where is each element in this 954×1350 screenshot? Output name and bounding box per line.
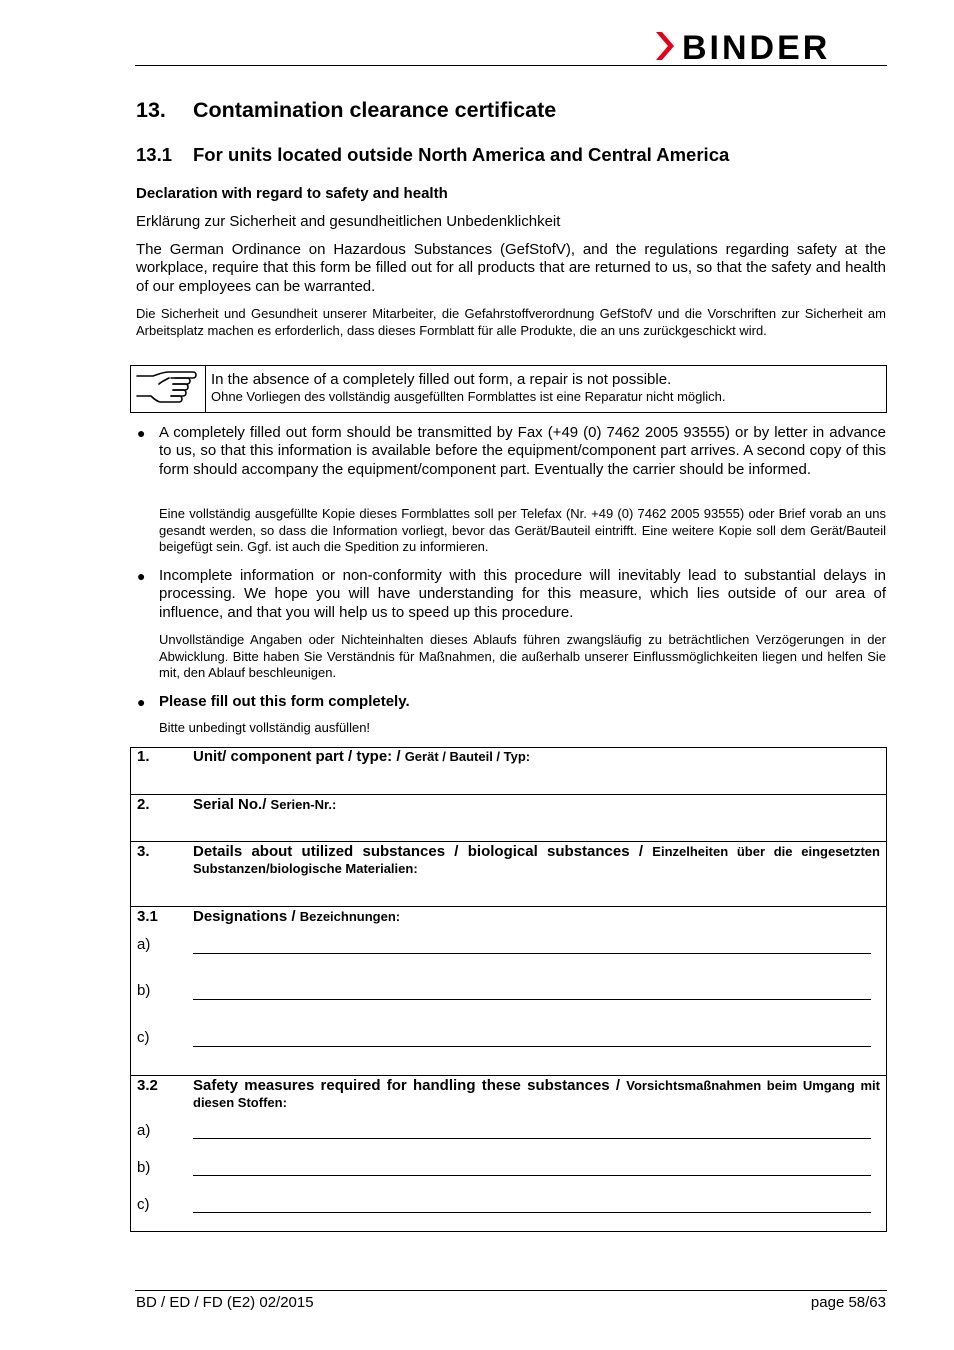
item-label: c) [137, 1196, 150, 1213]
clearance-form [130, 747, 887, 1232]
declaration-title: Declaration with regard to safety and health [136, 185, 448, 202]
form-row-serial[interactable] [131, 795, 886, 842]
form-row-safety-measures [131, 1076, 886, 1231]
header-rule [135, 65, 887, 66]
binder-logo [652, 28, 888, 64]
safety-c-line[interactable] [193, 1212, 871, 1213]
row-number: 1. [137, 748, 150, 765]
row-number: 3.1 [137, 908, 158, 925]
subsection-title: For units located outside North America and Central America [193, 144, 730, 165]
row-label: Serial No./ Serien-Nr.: [193, 796, 337, 813]
declaration-intro: The German Ordinance on Hazardous Substances (GefStofV), and the regulations regarding safety at the workplace, require that this form be filled out for all products that are returned to us, so that the safety and health of our employees can be warranted. [136, 241, 886, 295]
row-label: Safety measures required for handling these substances / Vorsichtsmaßnahmen beim Umgang mit diesen Stoffen: [193, 1077, 880, 1110]
designation-a-line[interactable] [193, 953, 871, 954]
bullet-text: Please fill out this form completely. [159, 693, 410, 710]
section-number: 13. [136, 98, 166, 122]
row-number: 2. [137, 796, 150, 813]
row-label: Unit/ component part / type: / Gerät / Bauteil / Typ: [193, 748, 531, 765]
form-row-substances[interactable] [131, 842, 886, 907]
footer-rule [135, 1290, 887, 1291]
footer-page-number: page 58/63 [810, 1294, 886, 1311]
logo-arrow-icon [656, 32, 674, 60]
pointing-hand-icon [131, 366, 206, 412]
form-row-designations [131, 907, 886, 1076]
bullet-text-de: Eine vollständig ausgefüllte Kopie dieses Formblattes soll per Telefax (Nr. +49 (0) 7462 2005 93555) oder Brief vorab an uns gesandt werden, so dass die Information vorliegt, bevor das Gerät/Bauteil eintrifft. Eine weitere Kopie soll dem Gerät/Bauteil beigefügt sein. Ggf. ist auch die Spedition zu informieren. [159, 506, 886, 555]
bullet-text: Incomplete information or non-conformity with this procedure will inevitably lead to substantial delays in processing. We hope you will have understanding for this measure, which lies outside of our area of influence, and that you will help us to speed up this procedure. [159, 567, 886, 621]
subsection-number: 13.1 [136, 144, 173, 165]
bullet-text: A completely filled out form should be transmitted by Fax (+49 (0) 7462 2005 93555) or by letter in advance to us, so that this information is available before the equipment/component part arrives. A second copy of this form should accompany the equipment/component part. Eventually the carrier should be informed. [159, 424, 886, 478]
form-row-unit[interactable] [131, 748, 886, 795]
row-label: Designations / Bezeichnungen: [193, 908, 401, 925]
bullet-icon: ● [137, 568, 146, 584]
item-label: c) [137, 1029, 150, 1046]
bullet-icon: ● [137, 425, 146, 441]
item-label: b) [137, 982, 151, 999]
safety-b-line[interactable] [193, 1175, 871, 1176]
row-label: Details about utilized substances / biological substances / Einzelheiten über die eingesetzten Substanzen/biologische Materialien: [193, 843, 880, 876]
note-text: In the absence of a completely filled out form, a repair is not possible. [211, 371, 672, 388]
designation-c-line[interactable] [193, 1046, 871, 1047]
declaration-title-de: Erklärung zur Sicherheit and gesundheitlichen Unbedenklichkeit [136, 213, 561, 230]
bullet-icon: ● [137, 694, 146, 710]
row-number: 3.2 [137, 1077, 158, 1094]
bullet-text-de: Unvollständige Angaben oder Nichteinhalten dieses Ablaufs führen zwangsläufig zu beträchtlichen Verzögerungen in der Abwicklung. Bitte haben Sie Verständnis für Maßnahmen, die außerhalb unserer Einflussmöglichkeiten liegen und helfen Sie mit, den Ablauf beschleunigen. [159, 632, 886, 681]
note-box [130, 365, 887, 413]
page-title [136, 98, 556, 123]
item-label: b) [137, 1159, 151, 1176]
bullet-text-de: Bitte unbedingt vollständig ausfüllen! [159, 720, 371, 735]
item-label: a) [137, 1122, 151, 1139]
subsection-heading [136, 144, 729, 166]
section-title: Contamination clearance certificate [193, 98, 557, 122]
footer-document-id: BD / ED / FD (E2) 02/2015 [136, 1294, 314, 1311]
logo-text: BINDER [682, 29, 831, 64]
safety-a-line[interactable] [193, 1138, 871, 1139]
declaration-intro-de: Die Sicherheit und Gesundheit unserer Mitarbeiter, die Gefahrstoffverordnung GefStofV und die Vorschriften zur Sicherheit am Arbeitsplatz machen es erforderlich, dass dieses Formblatt für alle Produkte, die an uns zurückgeschickt wird. [136, 306, 886, 338]
designation-b-line[interactable] [193, 999, 871, 1000]
item-label: a) [137, 936, 151, 953]
row-number: 3. [137, 843, 150, 860]
note-text-de: Ohne Vorliegen des vollständig ausgefüllten Formblattes ist eine Reparatur nicht möglich. [211, 389, 726, 404]
